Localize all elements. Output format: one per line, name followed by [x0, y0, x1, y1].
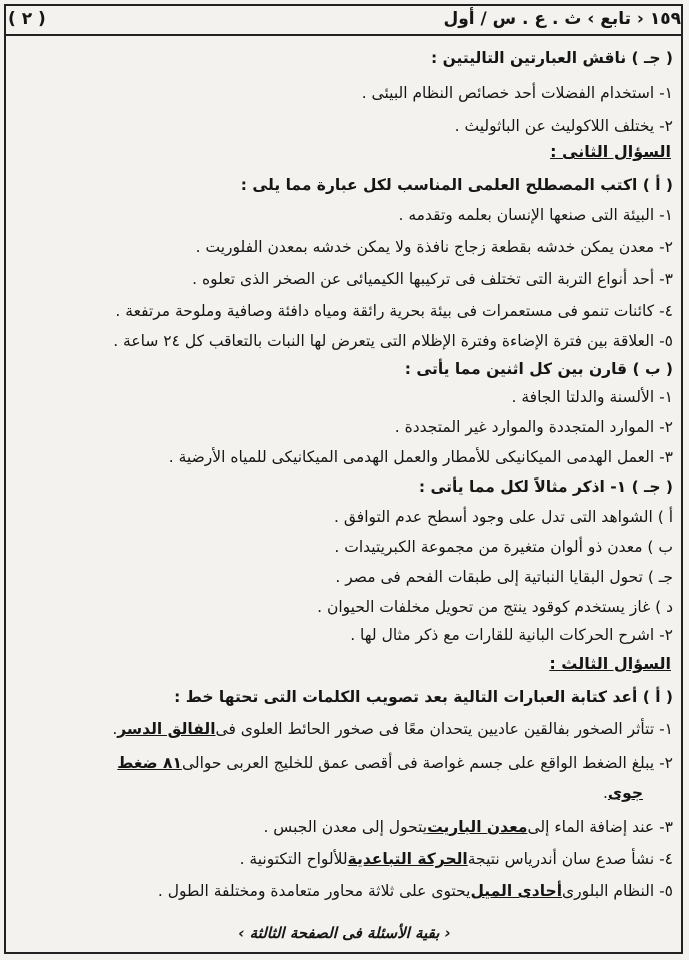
q2-b-item: ٢- الموارد المتجددة والموارد غير المتجددة . [394, 418, 673, 436]
part-c-item: ٢- يختلف اللاكوليث عن الباثوليث . [454, 117, 673, 135]
q3-item-text: للألواح التكتونية . [239, 850, 348, 868]
q2-a-item: ٤- كائنات تنمو فى مستعمرات فى بيئة بحرية رائقة ومياه دافئة وصافية وملوحة مرتفعة . [115, 302, 673, 320]
q3-item-text: ٥- النظام البلورى [562, 882, 673, 900]
q3-item-text: يحتوى على ثلاثة محاور متعامدة ومختلفة الطول . [157, 882, 471, 900]
underlined-term: جوى [607, 784, 643, 802]
q2-b-title: ( ب ) قارن بين كل اثنين مما يأتى : [404, 360, 673, 378]
q3-item-text: ١- تتأثر الصخور بفالقين عاديين يتحدان معًا فى صخور الحائط العلوى فى [215, 720, 673, 738]
q3-item [12, 748, 673, 778]
q2-title: السؤال الثانى : [550, 142, 671, 161]
q2-c-item: جـ ) تحول البقايا النباتية إلى طبقات الفحم فى مصر . [335, 568, 673, 586]
underlined-term: أحادى الميل [470, 882, 563, 900]
q3-item-text: ٢- يبلغ الضغط الواقع على جسم غواصة فى أقصى عمق للخليج العربى حوالى [181, 754, 673, 772]
header-page-number: ( ٢ ) [8, 9, 46, 29]
q2-a-title: ( أ ) اكتب المصطلح العلمى المناسب لكل عبارة مما يلى : [240, 176, 673, 194]
q3-item [12, 812, 673, 842]
q3-item-text: . [602, 784, 608, 802]
page-header [8, 6, 681, 32]
header-divider [6, 34, 683, 36]
q2-b-item: ٣- العمل الهدمى الميكانيكى للأمطار والعمل الهدمى الميكانيكى للمياه الأرضية . [168, 448, 673, 466]
q3-item-text: ٣- عند إضافة الماء إلى [527, 818, 673, 836]
q3-item-text: ٤- نشأ صدع سان أندرياس نتيجة [467, 850, 673, 868]
q3-title: السؤال الثالث : [549, 654, 671, 673]
q3-item [12, 876, 673, 906]
part-c-title: ( جـ ) ناقش العبارتين التاليتين : [431, 49, 673, 67]
footer-note: ‹ بقية الأسئلة فى الصفحة الثالثة › [238, 924, 451, 942]
q3-item [12, 714, 673, 744]
q2-c-title: ( جـ ) ١- اذكر مثالاً لكل مما يأتى : [418, 478, 673, 496]
q3-item-text: . [112, 720, 118, 738]
underlined-term: الفالق الدسر [117, 720, 216, 738]
q2-a-item: ٥- العلاقة بين فترة الإضاءة وفترة الإظلام التى يتعرض لها النبات بالتعاقب كل ٢٤ ساعة . [113, 332, 673, 350]
part-c-item: ١- استخدام الفضلات أحد خصائص النظام البيئى . [361, 84, 673, 102]
q2-b-item: ١- الألسنة والدلتا الجافة . [511, 388, 673, 406]
underlined-term: الحركة التباعدية [347, 850, 468, 868]
q2-c-item: أ ) الشواهد التى تدل على وجود أسطح عدم التوافق . [334, 508, 673, 526]
header-exam-code: ١٥٩ ‹ تابع › ث . ع . س / أول [443, 9, 681, 29]
q2-a-item: ٣- أحد أنواع التربة التى تختلف فى تركيبها الكيميائى عن الصخر الذى تعلوه . [192, 270, 673, 288]
q2-c-item: ب ) معدن ذو ألوان متغيرة من مجموعة الكبريتيدات . [334, 538, 673, 556]
underlined-term: معدن الباريت [427, 818, 528, 836]
q2-a-item: ٢- معدن يمكن خدشه بقطعة زجاج نافذة ولا يمكن خدشه بمعدن الفلوريت . [195, 238, 673, 256]
q3-a-title: ( أ ) أعد كتابة العبارات التالية بعد تصويب الكلمات التى تحتها خط : [174, 688, 673, 706]
underlined-term: ٨١ ضغط [117, 754, 182, 772]
q3-item-continued [12, 778, 673, 808]
q2-c-item: د ) غاز يستخدم كوقود ينتج من تحويل مخلفات الحيوان . [317, 598, 673, 616]
q3-item-text: يتحول إلى معدن الجبس . [263, 818, 428, 836]
q2-c2: ٢- اشرح الحركات البانية للقارات مع ذكر مثال لها . [350, 626, 673, 644]
q2-a-item: ١- البيئة التى صنعها الإنسان بعلمه وتقدمه . [398, 206, 673, 224]
q3-item [12, 844, 673, 874]
